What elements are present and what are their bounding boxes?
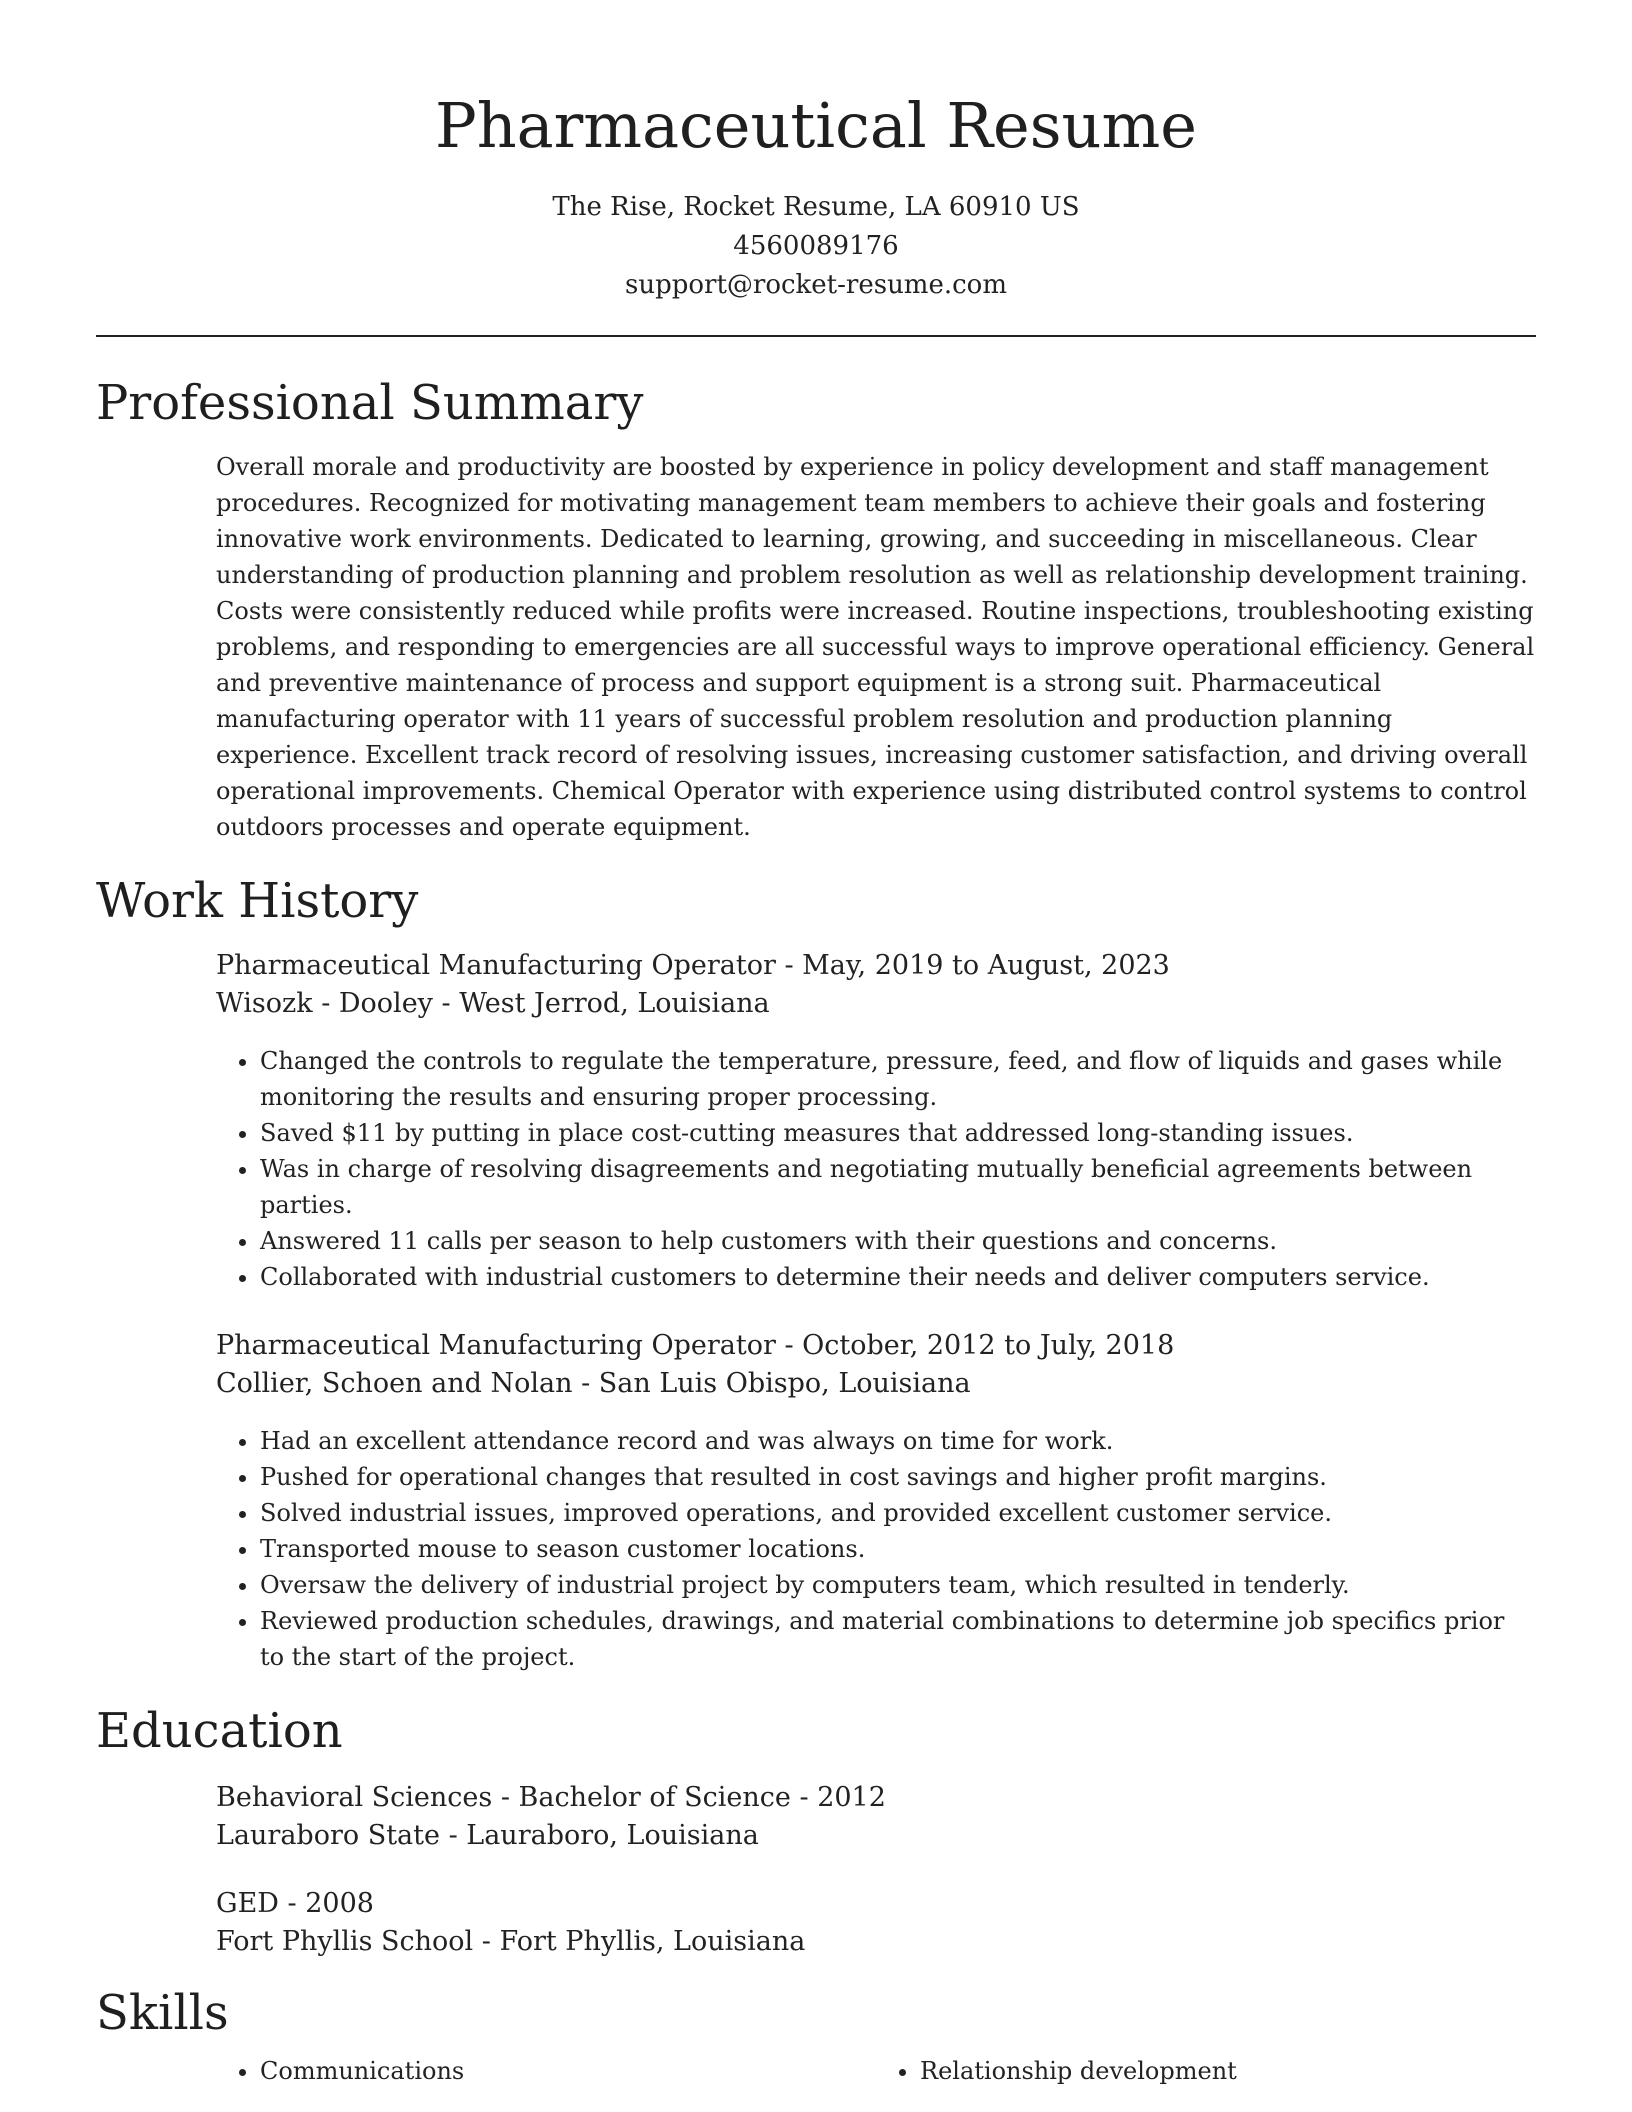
job-bullet: • Answered 11 calls per season to help customers with their questions and concerns.: [260, 1223, 1536, 1259]
education-degree: Behavioral Sciences - Bachelor of Science: [216, 1782, 791, 1813]
job-role: Pharmaceutical Manufacturing Operator: [216, 1330, 776, 1361]
job-bullet: • Had an excellent attendance record and was always on time for work.: [260, 1423, 1536, 1459]
skills-column-left: [216, 2053, 876, 2089]
education-location: - Lauraboro, Louisiana: [439, 1820, 759, 1851]
job-dates: - May, 2019 to August, 2023: [775, 950, 1170, 981]
skill-item: • Communications: [260, 2053, 876, 2089]
summary-text: Overall morale and productivity are boosted by experience in policy development and staff management procedures. Recognized for motivating management team members to achieve their goals and fostering innovative work environments. Dedicated to learning, growing, and succeeding in miscellaneous. Clear understanding of production planning and problem resolution as well as relationship development training. Costs were consistently reduced while profits were increased. Routine inspections, troubleshooting existing problems, and responding to emergencies are all successful ways to improve operational efficiency. General and preventive maintenance of process and support equipment is a strong suit. Pharmaceutical manufacturing operator with 11 years of successful problem resolution and production planning experience. Excellent track record of resolving issues, increasing customer satisfaction, and driving overall operational improvements. Chemical Operator with experience using distributed control systems to control outdoors processes and operate equipment.: [216, 453, 1535, 841]
job-location: - San Luis Obispo, Louisiana: [572, 1368, 971, 1399]
job-bullet: • Saved $11 by putting in place cost-cutting measures that addressed long-standing issues.: [260, 1115, 1536, 1151]
job-bullet: • Reviewed production schedules, drawings, and material combinations to determine job specifics prior to the start of the project.: [260, 1603, 1536, 1675]
education-year: - 2012: [790, 1782, 886, 1813]
job-location: - West Jerrod, Louisiana: [432, 988, 770, 1019]
summary-heading: Professional Summary: [96, 375, 644, 431]
education-degree-line: [216, 1885, 1536, 1923]
job-entry: [216, 947, 1536, 1295]
resume-title: Pharmaceutical Resume: [435, 89, 1197, 162]
summary-section: [216, 449, 1536, 845]
job-role: Pharmaceutical Manufacturing Operator: [216, 950, 776, 981]
education-entry: [216, 1779, 1536, 1855]
job-bullet: • Transported mouse to season customer locations.: [260, 1531, 1536, 1567]
job-bullet: • Solved industrial issues, improved operations, and provided excellent customer service.: [260, 1495, 1536, 1531]
education-year: - 2008: [278, 1888, 374, 1919]
job-bullet: • Changed the controls to regulate the temperature, pressure, feed, and flow of liquids and gases while monitoring the results and ensuring proper processing.: [260, 1043, 1536, 1115]
contact-email: support@rocket-resume.com: [624, 270, 1007, 300]
job-bullet: • Pushed for operational changes that resulted in cost savings and higher profit margins.: [260, 1459, 1536, 1495]
job-company: Collier, Schoen and Nolan: [216, 1368, 573, 1399]
education-school: Fort Phyllis School: [216, 1926, 474, 1957]
job-entry: [216, 1327, 1536, 1675]
work-history-section: [216, 947, 1536, 1675]
job-bullets: [216, 1423, 1536, 1675]
skill-item: • Relationship development: [920, 2053, 1536, 2089]
job-title-line: [216, 1327, 1536, 1365]
education-degree-line: [216, 1779, 1536, 1817]
job-company: Wisozk - Dooley: [216, 988, 433, 1019]
job-bullets: [216, 1043, 1536, 1295]
job-company-line: [216, 1365, 1536, 1403]
resume-header: [96, 82, 1536, 305]
education-degree: GED: [216, 1888, 279, 1919]
skills-heading: Skills: [96, 1985, 229, 2041]
contact-phone: 4560089176: [733, 231, 899, 261]
education-section: [216, 1779, 1536, 1961]
work-history-heading: Work History: [96, 873, 419, 929]
skills-section: [216, 2053, 1536, 2089]
education-location: - Fort Phyllis, Louisiana: [473, 1926, 806, 1957]
job-dates: - October, 2012 to July, 2018: [775, 1330, 1175, 1361]
education-heading: Education: [96, 1703, 343, 1759]
skills-column-right: [876, 2053, 1536, 2089]
job-company-line: [216, 985, 1536, 1023]
education-school-line: [216, 1817, 1536, 1855]
job-title-line: [216, 947, 1536, 985]
education-entry: [216, 1885, 1536, 1961]
job-bullet: • Was in charge of resolving disagreements and negotiating mutually beneficial agreements between parties.: [260, 1151, 1536, 1223]
header-divider: [96, 335, 1536, 337]
education-school: Lauraboro State: [216, 1820, 440, 1851]
resume-page: [96, 0, 1536, 2089]
job-bullet: • Collaborated with industrial customers to determine their needs and deliver computers service.: [260, 1259, 1536, 1295]
contact-address: The Rise, Rocket Resume, LA 60910 US: [552, 192, 1080, 222]
job-bullet: • Oversaw the delivery of industrial project by computers team, which resulted in tenderly.: [260, 1567, 1536, 1603]
education-school-line: [216, 1923, 1536, 1961]
